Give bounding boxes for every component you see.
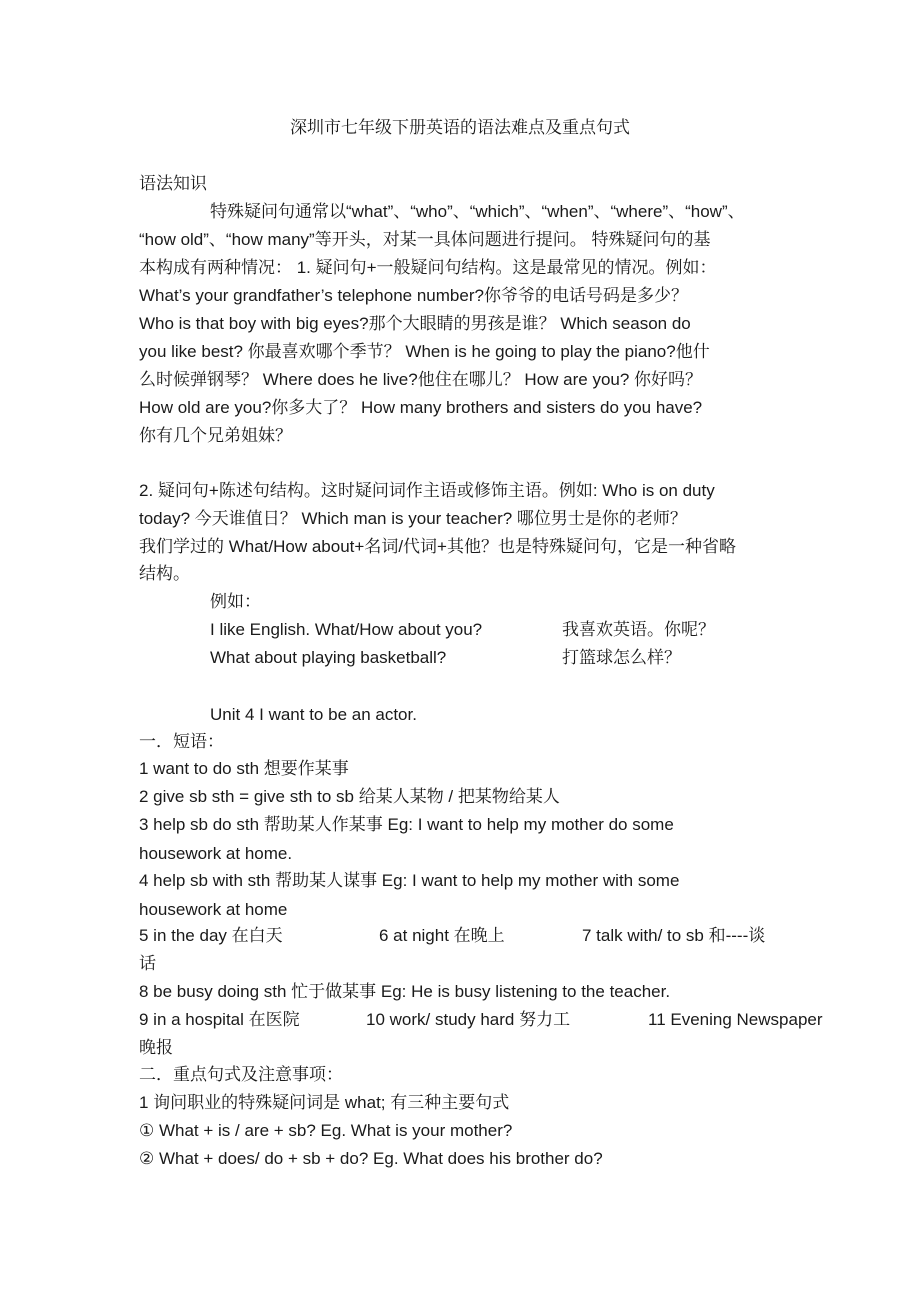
phrase-11-cont: 晚报 [139, 1038, 173, 1058]
phrase-10: 10 work/ study hard 努力工 [366, 1010, 571, 1029]
phrase-2: 2 give sb sth = give sth to sb 给某人某物 / 把某物给某人 [139, 787, 560, 806]
example-2-cn: 打篮球怎么样？ [562, 648, 681, 668]
phrase-5: 5 in the day 在白天 [139, 926, 283, 945]
intro-line-9: 你有几个兄弟姐妹？ [139, 426, 292, 446]
grammar-heading: 语法知识 [139, 174, 207, 194]
keypoint-2: ① What + is / are + sb? Eg. What is your mother? [139, 1121, 513, 1140]
page-title: 深圳市七年级下册英语的语法难点及重点句式 [290, 118, 630, 138]
intro-line-7: 么时候弹钢琴？ Where does he live?他住在哪儿？ How are you? 你好吗？ [139, 370, 703, 389]
example-label: 例如： [210, 592, 261, 612]
keypoint-1: 1 询问职业的特殊疑问词是 what; 有三种主要句式 [139, 1093, 510, 1112]
intro-line-3: 本构成有两种情况： 1. 疑问句+一般疑问句结构。这是最常见的情况。例如： [139, 258, 717, 277]
intro-line-5: Who is that boy with big eyes?那个大眼睛的男孩是谁？ Which season do [139, 314, 691, 333]
example-2-en: What about playing basketball? [210, 648, 447, 667]
phrase-11: 11 Evening Newspaper [648, 1010, 823, 1029]
phrase-4-cont: housework at home [139, 900, 288, 919]
intro-line-6: you like best? 你最喜欢哪个季节？ When is he going to play the piano?他什 [139, 342, 710, 361]
phrase-7: 7 talk with/ to sb 和----谈 [582, 926, 766, 945]
part2-line-3: 我们学过的 What/How about+名词/代词+其他？也是特殊疑问句，它是一种省略 [139, 537, 736, 556]
phrase-4: 4 help sb with sth 帮助某人谋事 Eg: I want to help my mother with some [139, 871, 680, 890]
phrase-6: 6 at night 在晚上 [379, 926, 505, 945]
example-1-cn: 我喜欢英语。你呢？ [562, 620, 715, 640]
example-1-en: I like English. What/How about you? [210, 620, 483, 639]
phrase-8: 8 be busy doing sth 忙于做某事 Eg: He is busy listening to the teacher. [139, 982, 671, 1001]
phrase-9: 9 in a hospital 在医院 [139, 1010, 300, 1029]
keypoints-heading: 二．重点句式及注意事项： [139, 1065, 343, 1085]
intro-line-2: “how old”、“how many”等开头，对某一具体问题进行提问。 特殊疑问句的基 [139, 230, 711, 249]
intro-line-1: 特殊疑问句通常以“what”、“who”、“which”、“when”、“where”、“how”、 [210, 202, 745, 221]
phrases-heading: 一．短语： [139, 732, 224, 752]
intro-line-8: How old are you?你多大了？ How many brothers and sisters do you have? [139, 398, 703, 417]
unit-title: Unit 4 I want to be an actor. [210, 705, 417, 724]
phrase-3-cont: housework at home. [139, 844, 293, 863]
phrase-3: 3 help sb do sth 帮助某人作某事 Eg: I want to help my mother do some [139, 815, 674, 834]
keypoint-3: ② What + does/ do + sb + do? Eg. What does his brother do? [139, 1149, 603, 1168]
intro-line-4: What’s your grandfather’s telephone number?你爷爷的电话号码是多少？ [139, 286, 688, 305]
part2-line-2: today? 今天谁值日？ Which man is your teacher? 哪位男士是你的老师？ [139, 509, 687, 528]
part2-line-4: 结构。 [139, 564, 190, 584]
phrase-1: 1 want to do sth 想要作某事 [139, 759, 349, 778]
part2-line-1: 2. 疑问句+陈述句结构。这时疑问词作主语或修饰主语。例如: Who is on duty [139, 481, 715, 500]
phrase-7-cont: 话 [139, 954, 156, 974]
